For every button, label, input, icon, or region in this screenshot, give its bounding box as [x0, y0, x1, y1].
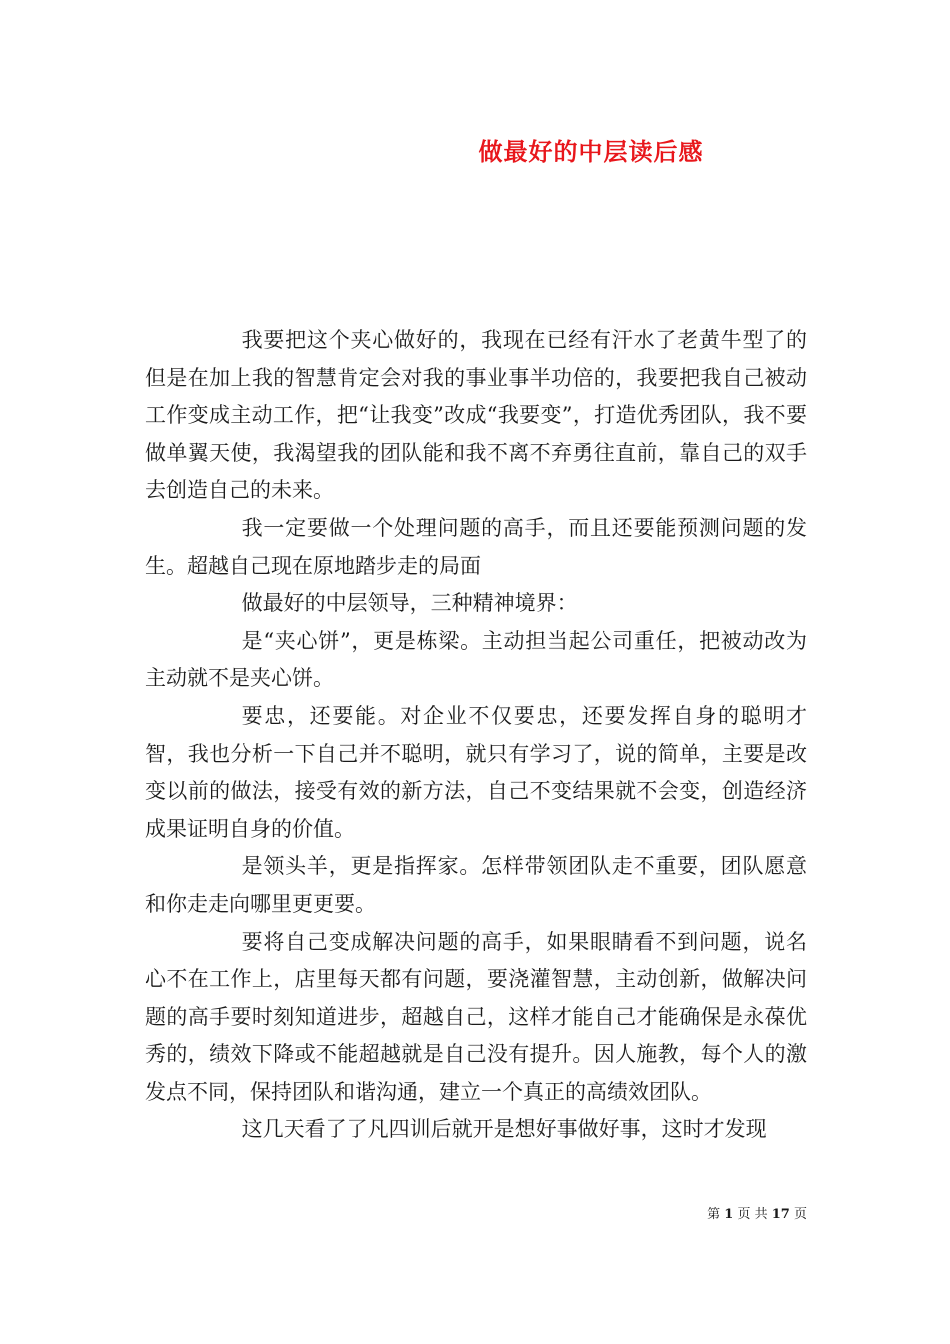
paragraph: 做最好的中层领导，三种精神境界：: [241, 591, 578, 616]
current-page-number: 1: [724, 1207, 734, 1222]
paragraph: 我要把这个夹心做好的，我现在已经有汗水了老黄牛型了的但是在加上我的智慧肯定会对我的事业事半功倍的，我要把我自己被动工作变成主动工作，把“让我变”改成“我要变”，打造优秀团队，我不要做单翼天使，我渴望我的团队能和我不离不弃勇往直前，靠自己的双手去创造自己的未来。: [145, 328, 807, 503]
document-title: 做最好的中层读后感: [478, 137, 704, 166]
page-footer: [707, 1203, 807, 1222]
footer-middle: 页 共: [737, 1207, 768, 1222]
total-pages-number: 17: [771, 1207, 790, 1222]
paragraph: 我一定要做一个处理问题的高手，而且还要能预测问题的发生。超越自己现在原地踏步走的局面: [145, 515, 807, 578]
paragraph: 要忠，还要能。对企业不仅要忠，还要发挥自身的聪明才智，我也分析一下自己并不聪明，就只有学习了，说的简单，主要是改变以前的做法，接受有效的新方法，自己不变结果就不会变，创造经济成果证明自身的价值。: [145, 703, 807, 841]
paragraph: 要将自己变成解决问题的高手，如果眼睛看不到问题，说名心不在工作上，店里每天都有问题，要浇灌智慧，主动创新，做解决问题的高手要时刻知道进步，超越自己，这样才能自己才能确保是永葆优秀的，绩效下降或不能超越就是自己没有提升。因人施教，每个人的激发点不同，保持团队和谐沟通，建立一个真正的高绩效团队。: [145, 929, 807, 1104]
paragraph: 这几天看了了凡四训后就开是想好事做好事，这时才发现: [241, 1117, 767, 1142]
paragraph: 是“夹心饼”，更是栋梁。主动担当起公司重任，把被动改为主动就不是夹心饼。: [145, 628, 807, 691]
footer-prefix: 第: [707, 1207, 721, 1222]
document-body: [145, 322, 807, 1149]
footer-suffix: 页: [793, 1207, 807, 1222]
paragraph: 是领头羊，更是指挥家。怎样带领团队走不重要，团队愿意和你走走向哪里更更要。: [145, 854, 807, 916]
